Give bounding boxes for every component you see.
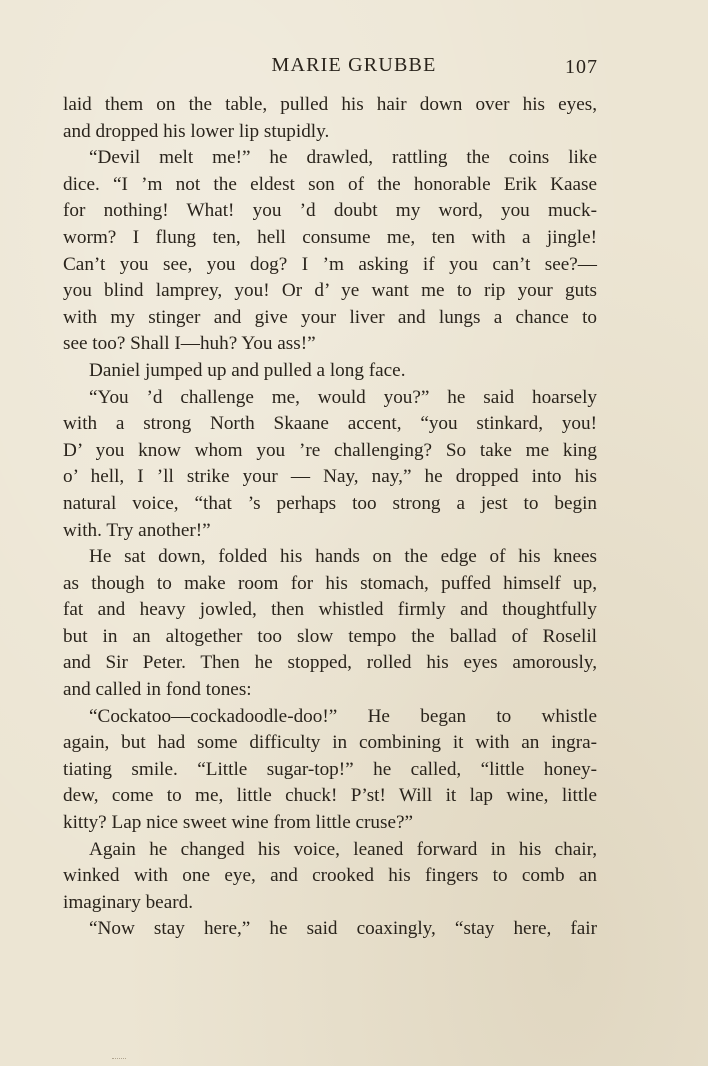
text-line: and dropped his lower lip stupidly. — [63, 120, 330, 142]
text-line: o’ hell, I ’ll strike your — Nay, nay,” he dropped into his — [63, 466, 597, 488]
text-line: He sat down, folded his hands on the edge of his knees — [89, 546, 597, 568]
text-line: with my stinger and give your liver and lungs a chance to — [63, 306, 597, 328]
text-line: “Devil melt me!” he drawled, rattling the coins like — [89, 147, 597, 169]
text-line: D’ you know whom you ’re challenging? So take me king — [63, 439, 597, 461]
running-head — [0, 52, 708, 82]
text-line: with a strong North Skaane accent, “you stinkard, you! — [63, 413, 597, 435]
text-line: fat and heavy jowled, then whistled firmly and thoughtfully — [63, 599, 597, 621]
text-line: natural voice, “that ’s perhaps too strong a jest to begin — [63, 492, 597, 514]
text-line: “You ’d challenge me, would you?” he said hoarsely — [89, 386, 597, 408]
text-line: “Now stay here,” he said coaxingly, “stay here, fair — [89, 918, 597, 940]
text-line: “Cockatoo—cockadoodle-doo!” He began to whistle — [89, 705, 597, 727]
text-line: winked with one eye, and crooked his fingers to comb an — [63, 865, 597, 887]
text-line: Again he changed his voice, leaned forward in his chair, — [89, 838, 597, 860]
text-line: with. Try another!” — [63, 519, 211, 541]
text-line: worm? I flung ten, hell consume me, ten with a jingle! — [63, 226, 597, 248]
body-text — [63, 92, 597, 943]
text-line: tiating smile. “Little sugar-top!” he called, “little honey- — [63, 758, 597, 780]
running-title: MARIE GRUBBE — [271, 54, 437, 76]
text-line: you blind lamprey, you! Or d’ ye want me to rip your guts — [63, 280, 597, 302]
text-line: see too? Shall I—huh? You ass!” — [63, 333, 316, 355]
text-line: for nothing! What! you ’d doubt my word, you muck- — [63, 200, 597, 222]
text-line: and Sir Peter. Then he stopped, rolled his eyes amorously, — [63, 652, 597, 674]
text-line: as though to make room for his stomach, puffed himself up, — [63, 572, 597, 594]
text-line: dice. “I ’m not the eldest son of the honorable Erik Kaase — [63, 173, 597, 195]
paper-speck — [112, 1058, 126, 1061]
text-line: but in an altogether too slow tempo the ballad of Roselil — [63, 625, 597, 647]
text-line: kitty? Lap nice sweet wine from little cruse?” — [63, 812, 414, 834]
text-line: Can’t you see, you dog? I ’m asking if you can’t see?— — [63, 253, 597, 275]
page-number: 107 — [565, 56, 598, 78]
text-line: Daniel jumped up and pulled a long face. — [89, 359, 406, 381]
text-line: laid them on the table, pulled his hair down over his eyes, — [63, 94, 597, 115]
text-line: again, but had some difficulty in combining it with an ingra- — [63, 732, 597, 754]
text-line: imaginary beard. — [63, 891, 193, 913]
text-line: dew, come to me, little chuck! P’st! Will it lap wine, little — [63, 785, 597, 807]
text-line: and called in fond tones: — [63, 679, 252, 701]
